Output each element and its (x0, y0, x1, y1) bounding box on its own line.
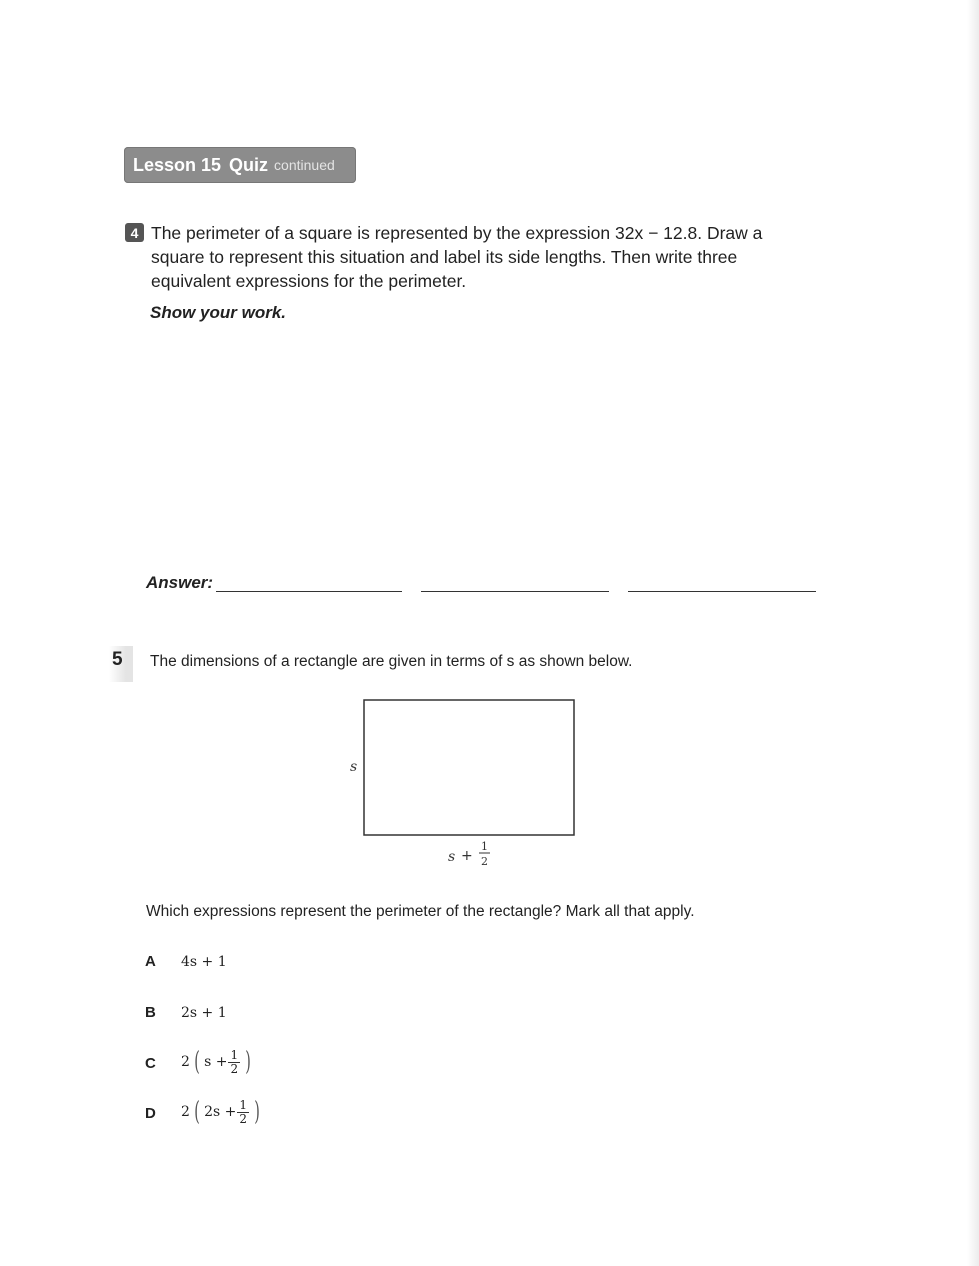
continued-label: continued (274, 157, 335, 173)
option-c-expression (181, 1047, 255, 1077)
answer-label: Answer: (146, 573, 214, 592)
question-4-line: equivalent expressions for the perimeter. (151, 271, 467, 291)
question-5-number: 5 (109, 646, 133, 682)
rectangle-bottom-label-op: + (461, 848, 473, 864)
answer-blank-1[interactable] (216, 591, 402, 592)
option-c-num: 1 (230, 1047, 239, 1062)
option-c-coef: 2 (181, 1054, 190, 1070)
option-c-fraction (228, 1049, 240, 1076)
scan-edge-shadow (967, 0, 979, 1266)
option-d-num: 1 (239, 1097, 247, 1112)
question-4-text (151, 221, 791, 293)
option-d-coef: 2 (181, 1104, 190, 1120)
rectangle-shape (364, 700, 574, 835)
option-d-den: 2 (239, 1111, 247, 1126)
right-paren-icon: ) (245, 1047, 251, 1077)
option-c-den: 2 (230, 1061, 239, 1076)
left-paren-icon: ( (194, 1097, 200, 1127)
answer-blank-2[interactable] (421, 591, 609, 592)
rectangle-bottom-frac-num: 1 (481, 840, 488, 853)
rectangle-side-label: s (350, 759, 358, 775)
lesson-banner (124, 147, 356, 183)
rectangle-bottom-frac-den: 2 (481, 855, 488, 868)
option-d-letter[interactable]: D (145, 1105, 156, 1122)
show-your-work-instruction: Show your work. (150, 303, 287, 322)
option-d-expression (181, 1097, 264, 1127)
quiz-label: Quiz (229, 154, 269, 175)
option-d-fraction (237, 1099, 249, 1126)
question-5-prompt: Which expressions represent the perimeter of the rectangle? Mark all that apply. (146, 903, 695, 920)
answer-blank-3[interactable] (628, 591, 816, 592)
left-paren-icon: ( (194, 1047, 200, 1077)
option-a-expression: 4s + 1 (181, 954, 227, 970)
question-5-text: The dimensions of a rectangle are given in terms of s as shown below. (150, 653, 633, 670)
question-4-number: 4 (125, 223, 144, 242)
option-c-inner: s + (204, 1054, 228, 1070)
rectangle-bottom-label-var: s (448, 849, 456, 865)
lesson-title: Lesson 15 (133, 154, 222, 175)
rectangle-figure (340, 690, 590, 875)
right-paren-icon: ) (254, 1097, 260, 1127)
question-4-line: square to represent this situation and label its side lengths. Then write three (151, 247, 738, 267)
option-b-letter[interactable]: B (145, 1004, 156, 1021)
question-4-line: The perimeter of a square is represented by the expression 32x − 12.8. Draw a (151, 223, 763, 243)
option-a-letter[interactable]: A (145, 953, 156, 970)
option-b-expression: 2s + 1 (181, 1005, 227, 1021)
option-c-letter[interactable]: C (145, 1055, 156, 1072)
option-d-inner: 2s + (204, 1104, 237, 1120)
